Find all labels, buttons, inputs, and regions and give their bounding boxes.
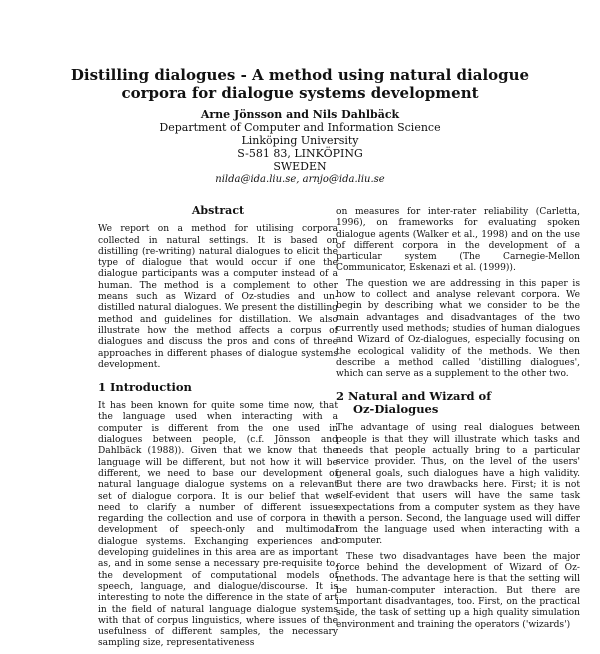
affiliation-line: Linköping University [241, 134, 359, 147]
affiliation-line: Department of Computer and Information Science [159, 121, 441, 134]
paragraph: The advantage of using real dialogues between people is that they will illustrate which tasks and needs that people actually bring to a particular service provider. Thus, on the level of the users' general goals, such dialogues have a high validity. But there are two drawbacks here. First; it is not self-evident that users will have the same task expectations from a computer system as they have with a person. Second, the language used will differ from the language used when interacting with a computer. [336, 423, 580, 547]
section-2-heading-line1: 2 Natural and Wizard of [336, 389, 492, 404]
section-1-text: It has been known for quite some time now, that the language used when interacting with a computer is different from the one used in dialogues between people, (c.f. Jönsson and Dahlbäck (1988)). Given that we know that the language will be different, but not how it will be different, we need to base our development of natural language dialogue systems on a relevant set of dialogue corpora. It is our belief that we need to clarify a number of different issues regarding the collection and use of corpora in the development of speech-only and multimodal dialogue systems. Exchanging experiences and developing guidelines in this area are as important as, and in some sense a necessary pre-requisite to, the development of computational models of speech, language, and dialogue/discourse. It is interesting to note the difference in the state of art in the field of natural language dialogue systems with that of corpus linguistics, where issues of the usefulness of different samples, the necessary sampling size, representativeness [98, 401, 338, 649]
author-emails: nilda@ida.liu.se, arnjo@ida.liu.se [215, 174, 385, 185]
paragraph: The question we are addressing in this paper is how to collect and analyse relevant corpora. We begin by describing what we consider to be the main advantages and disadvantages of the two currently used methods; studies of human dialogues and Wizard of Oz-dialogues, especially focusing on the ecological validity of the methods. We then describe a method called 'distilling dialogues', which can serve as a supplement to the other two. [336, 278, 580, 380]
paragraph: on measures for inter-rater reliability (Carletta, 1996), on frameworks for evaluating spoken dialogue agents (Walker et al., 1998) and on the use of different corpora in the development of a particular system (The Carnegie-Mellon Communicator, Eskenazi et al. (1999)). [336, 207, 580, 274]
abstract-text: We report on a method for utilising corpora collected in natural settings. It is based on distilling (re-writing) natural dialogues to elicit the type of dialogue that would occur if one the dialogue participants was a computer instead of a human. The method is a complement to other means such as Wizard of Oz-studies and un-distilled natural dialogues. We present the distilling method and guidelines for distillation. We also illustrate how the method affects a corpus of dialogues and discuss the pros and cons of three approaches in different phases of dialogue systems development. [98, 224, 338, 370]
section-2-heading-line2: Oz-Dialogues [353, 402, 439, 417]
section-2-heading [336, 390, 580, 416]
affiliation-line: SWEDEN [273, 160, 327, 173]
paragraph: These two disadvantages have been the major force behind the development of Wizard of Oz-methods. The advantage here is that the setting will be human-computer interaction. But there are important disadvantages, too. First, on the practical side, the task of setting up a high quality simulation environment and training the operators ('wizards') [336, 551, 580, 630]
paper-title: Distilling dialogues - A method using natural dialogue corpora for dialogue systems development [70, 66, 530, 102]
abstract-heading: Abstract [191, 204, 245, 217]
right-column [336, 207, 580, 635]
section-1-heading: 1 Introduction [98, 380, 192, 395]
affiliation-line: S-581 83, LINKÖPING [237, 147, 363, 160]
left-column [98, 205, 338, 654]
author-names: Arne Jönsson and Nils Dahlbäck [200, 108, 400, 121]
author-block [100, 108, 500, 186]
